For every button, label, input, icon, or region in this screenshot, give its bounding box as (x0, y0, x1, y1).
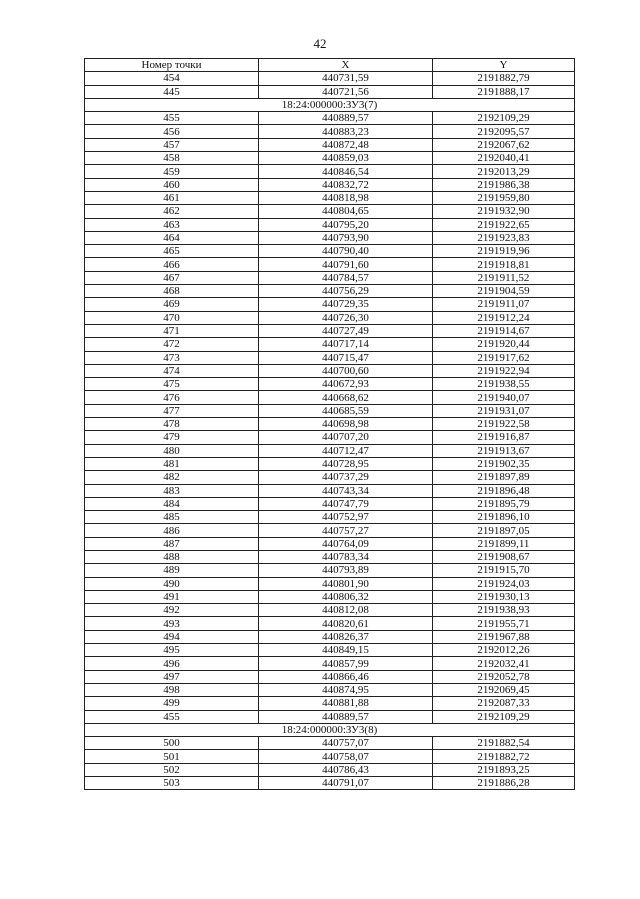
section-label: 18:24:000000:ЗУ3(7) (85, 98, 575, 111)
table-row (85, 364, 575, 377)
x-coordinate-cell: 440672,93 (259, 378, 433, 391)
y-coordinate-cell: 2191911,52 (433, 271, 575, 284)
y-coordinate-cell: 2191915,70 (433, 564, 575, 577)
y-coordinate-cell: 2191896,10 (433, 511, 575, 524)
table-row (85, 457, 575, 470)
point-number-cell: 484 (85, 497, 259, 510)
table-row (85, 604, 575, 617)
point-number-cell: 487 (85, 537, 259, 550)
table-row (85, 378, 575, 391)
y-coordinate-cell: 2192032,41 (433, 657, 575, 670)
y-coordinate-cell: 2191904,59 (433, 285, 575, 298)
point-number-cell: 503 (85, 777, 259, 790)
header-point-number: Номер точки (85, 59, 259, 72)
y-coordinate-cell: 2191955,71 (433, 617, 575, 630)
table-row (85, 431, 575, 444)
y-coordinate-cell: 2191888,17 (433, 85, 575, 98)
x-coordinate-cell: 440752,97 (259, 511, 433, 524)
point-number-cell: 473 (85, 351, 259, 364)
x-coordinate-cell: 440757,07 (259, 737, 433, 750)
x-coordinate-cell: 440795,20 (259, 218, 433, 231)
x-coordinate-cell: 440715,47 (259, 351, 433, 364)
point-number-cell: 490 (85, 577, 259, 590)
point-number-cell: 455 (85, 112, 259, 125)
y-coordinate-cell: 2192052,78 (433, 670, 575, 683)
x-coordinate-cell: 440757,27 (259, 524, 433, 537)
x-coordinate-cell: 440806,32 (259, 590, 433, 603)
point-number-cell: 474 (85, 364, 259, 377)
x-coordinate-cell: 440791,07 (259, 777, 433, 790)
point-number-cell: 497 (85, 670, 259, 683)
table-row (85, 683, 575, 696)
point-number-cell: 479 (85, 431, 259, 444)
point-number-cell: 475 (85, 378, 259, 391)
table-row (85, 444, 575, 457)
point-number-cell: 488 (85, 550, 259, 563)
x-coordinate-cell: 440818,98 (259, 191, 433, 204)
section-row (85, 98, 575, 111)
table-row (85, 391, 575, 404)
table-row (85, 152, 575, 165)
point-number-cell: 467 (85, 271, 259, 284)
table-row (85, 298, 575, 311)
y-coordinate-cell: 2191986,38 (433, 178, 575, 191)
table-row (85, 644, 575, 657)
x-coordinate-cell: 440859,03 (259, 152, 433, 165)
y-coordinate-cell: 2192040,41 (433, 152, 575, 165)
table-row (85, 138, 575, 151)
y-coordinate-cell: 2191931,07 (433, 404, 575, 417)
x-coordinate-cell: 440729,35 (259, 298, 433, 311)
table-row (85, 271, 575, 284)
table-row (85, 710, 575, 723)
point-number-cell: 489 (85, 564, 259, 577)
table-row (85, 564, 575, 577)
y-coordinate-cell: 2191938,93 (433, 604, 575, 617)
y-coordinate-cell: 2191902,35 (433, 457, 575, 470)
y-coordinate-cell: 2191967,88 (433, 630, 575, 643)
table-row (85, 72, 575, 85)
table-row (85, 258, 575, 271)
x-coordinate-cell: 440721,56 (259, 85, 433, 98)
point-number-cell: 470 (85, 311, 259, 324)
table-row (85, 763, 575, 776)
y-coordinate-cell: 2191893,25 (433, 763, 575, 776)
point-number-cell: 501 (85, 750, 259, 763)
table-row (85, 511, 575, 524)
x-coordinate-cell: 440783,34 (259, 550, 433, 563)
table-row (85, 697, 575, 710)
x-coordinate-cell: 440857,99 (259, 657, 433, 670)
table-row (85, 324, 575, 337)
point-number-cell: 481 (85, 457, 259, 470)
table-header-row (85, 59, 575, 72)
x-coordinate-cell: 440846,54 (259, 165, 433, 178)
point-number-cell: 445 (85, 85, 259, 98)
point-number-cell: 471 (85, 324, 259, 337)
x-coordinate-cell: 440698,98 (259, 418, 433, 431)
table-row (85, 524, 575, 537)
point-number-cell: 494 (85, 630, 259, 643)
x-coordinate-cell: 440889,57 (259, 710, 433, 723)
y-coordinate-cell: 2191897,89 (433, 471, 575, 484)
table-row (85, 112, 575, 125)
point-number-cell: 495 (85, 644, 259, 657)
point-number-cell: 455 (85, 710, 259, 723)
x-coordinate-cell: 440726,30 (259, 311, 433, 324)
y-coordinate-cell: 2191897,05 (433, 524, 575, 537)
table-row (85, 178, 575, 191)
y-coordinate-cell: 2192067,62 (433, 138, 575, 151)
y-coordinate-cell: 2191940,07 (433, 391, 575, 404)
y-coordinate-cell: 2191918,81 (433, 258, 575, 271)
point-number-cell: 468 (85, 285, 259, 298)
point-number-cell: 457 (85, 138, 259, 151)
point-number-cell: 498 (85, 683, 259, 696)
x-coordinate-cell: 440700,60 (259, 364, 433, 377)
x-coordinate-cell: 440812,08 (259, 604, 433, 617)
point-number-cell: 461 (85, 191, 259, 204)
table-row (85, 577, 575, 590)
y-coordinate-cell: 2191916,87 (433, 431, 575, 444)
point-number-cell: 477 (85, 404, 259, 417)
header-y: Y (433, 59, 575, 72)
y-coordinate-cell: 2192087,33 (433, 697, 575, 710)
y-coordinate-cell: 2192109,29 (433, 710, 575, 723)
y-coordinate-cell: 2191882,54 (433, 737, 575, 750)
point-number-cell: 460 (85, 178, 259, 191)
table-row (85, 205, 575, 218)
x-coordinate-cell: 440727,49 (259, 324, 433, 337)
x-coordinate-cell: 440791,60 (259, 258, 433, 271)
y-coordinate-cell: 2191930,13 (433, 590, 575, 603)
y-coordinate-cell: 2191919,96 (433, 245, 575, 258)
y-coordinate-cell: 2191896,48 (433, 484, 575, 497)
table-row (85, 231, 575, 244)
point-number-cell: 454 (85, 72, 259, 85)
y-coordinate-cell: 2191917,62 (433, 351, 575, 364)
point-number-cell: 456 (85, 125, 259, 138)
x-coordinate-cell: 440747,79 (259, 497, 433, 510)
point-number-cell: 485 (85, 511, 259, 524)
table-row (85, 165, 575, 178)
y-coordinate-cell: 2191959,80 (433, 191, 575, 204)
y-coordinate-cell: 2191911,07 (433, 298, 575, 311)
point-number-cell: 486 (85, 524, 259, 537)
y-coordinate-cell: 2191932,90 (433, 205, 575, 218)
x-coordinate-cell: 440764,09 (259, 537, 433, 550)
x-coordinate-cell: 440743,34 (259, 484, 433, 497)
x-coordinate-cell: 440758,07 (259, 750, 433, 763)
point-number-cell: 492 (85, 604, 259, 617)
table-row (85, 737, 575, 750)
point-number-cell: 465 (85, 245, 259, 258)
point-number-cell: 480 (85, 444, 259, 457)
x-coordinate-cell: 440820,61 (259, 617, 433, 630)
y-coordinate-cell: 2191924,03 (433, 577, 575, 590)
x-coordinate-cell: 440786,43 (259, 763, 433, 776)
y-coordinate-cell: 2191912,24 (433, 311, 575, 324)
x-coordinate-cell: 440756,29 (259, 285, 433, 298)
point-number-cell: 472 (85, 338, 259, 351)
table-row (85, 550, 575, 563)
x-coordinate-cell: 440883,23 (259, 125, 433, 138)
y-coordinate-cell: 2191913,67 (433, 444, 575, 457)
y-coordinate-cell: 2191914,67 (433, 324, 575, 337)
point-number-cell: 496 (85, 657, 259, 670)
y-coordinate-cell: 2191882,72 (433, 750, 575, 763)
x-coordinate-cell: 440874,95 (259, 683, 433, 696)
y-coordinate-cell: 2192012,26 (433, 644, 575, 657)
point-number-cell: 482 (85, 471, 259, 484)
table-row (85, 670, 575, 683)
table-row (85, 191, 575, 204)
point-number-cell: 463 (85, 218, 259, 231)
table-row (85, 285, 575, 298)
point-number-cell: 502 (85, 763, 259, 776)
point-number-cell: 464 (85, 231, 259, 244)
y-coordinate-cell: 2191895,79 (433, 497, 575, 510)
point-number-cell: 459 (85, 165, 259, 178)
y-coordinate-cell: 2191938,55 (433, 378, 575, 391)
table-row (85, 617, 575, 630)
point-number-cell: 462 (85, 205, 259, 218)
table-row (85, 777, 575, 790)
point-number-cell: 491 (85, 590, 259, 603)
point-number-cell: 466 (85, 258, 259, 271)
point-number-cell: 483 (85, 484, 259, 497)
table-row (85, 750, 575, 763)
y-coordinate-cell: 2192069,45 (433, 683, 575, 696)
table-row (85, 245, 575, 258)
table-row (85, 338, 575, 351)
y-coordinate-cell: 2191882,79 (433, 72, 575, 85)
section-label: 18:24:000000:ЗУ3(8) (85, 723, 575, 736)
point-number-cell: 493 (85, 617, 259, 630)
y-coordinate-cell: 2191923,83 (433, 231, 575, 244)
coordinates-table (84, 58, 575, 790)
table-row (85, 497, 575, 510)
x-coordinate-cell: 440801,90 (259, 577, 433, 590)
x-coordinate-cell: 440737,29 (259, 471, 433, 484)
point-number-cell: 500 (85, 737, 259, 750)
table-row (85, 125, 575, 138)
x-coordinate-cell: 440889,57 (259, 112, 433, 125)
table-row (85, 471, 575, 484)
table-row (85, 418, 575, 431)
table-row (85, 590, 575, 603)
x-coordinate-cell: 440793,89 (259, 564, 433, 577)
point-number-cell: 499 (85, 697, 259, 710)
x-coordinate-cell: 440790,40 (259, 245, 433, 258)
table-row (85, 404, 575, 417)
table-row (85, 311, 575, 324)
y-coordinate-cell: 2192013,29 (433, 165, 575, 178)
table-row (85, 484, 575, 497)
y-coordinate-cell: 2191899,11 (433, 537, 575, 550)
x-coordinate-cell: 440793,90 (259, 231, 433, 244)
table-row (85, 218, 575, 231)
x-coordinate-cell: 440872,48 (259, 138, 433, 151)
y-coordinate-cell: 2191886,28 (433, 777, 575, 790)
x-coordinate-cell: 440668,62 (259, 391, 433, 404)
x-coordinate-cell: 440712,47 (259, 444, 433, 457)
point-number-cell: 478 (85, 418, 259, 431)
y-coordinate-cell: 2191922,65 (433, 218, 575, 231)
x-coordinate-cell: 440881,88 (259, 697, 433, 710)
y-coordinate-cell: 2192095,57 (433, 125, 575, 138)
point-number-cell: 469 (85, 298, 259, 311)
x-coordinate-cell: 440728,95 (259, 457, 433, 470)
table-row (85, 537, 575, 550)
table-row (85, 85, 575, 98)
x-coordinate-cell: 440849,15 (259, 644, 433, 657)
table-row (85, 657, 575, 670)
point-number-cell: 458 (85, 152, 259, 165)
x-coordinate-cell: 440826,37 (259, 630, 433, 643)
x-coordinate-cell: 440731,59 (259, 72, 433, 85)
y-coordinate-cell: 2191922,58 (433, 418, 575, 431)
table-row (85, 351, 575, 364)
x-coordinate-cell: 440685,59 (259, 404, 433, 417)
x-coordinate-cell: 440707,20 (259, 431, 433, 444)
x-coordinate-cell: 440866,46 (259, 670, 433, 683)
x-coordinate-cell: 440717,14 (259, 338, 433, 351)
table-row (85, 630, 575, 643)
y-coordinate-cell: 2192109,29 (433, 112, 575, 125)
y-coordinate-cell: 2191920,44 (433, 338, 575, 351)
x-coordinate-cell: 440832,72 (259, 178, 433, 191)
y-coordinate-cell: 2191908,67 (433, 550, 575, 563)
section-row (85, 723, 575, 736)
point-number-cell: 476 (85, 391, 259, 404)
x-coordinate-cell: 440784,57 (259, 271, 433, 284)
page-number: 42 (313, 36, 327, 51)
y-coordinate-cell: 2191922,94 (433, 364, 575, 377)
x-coordinate-cell: 440804,65 (259, 205, 433, 218)
header-x: X (259, 59, 433, 72)
